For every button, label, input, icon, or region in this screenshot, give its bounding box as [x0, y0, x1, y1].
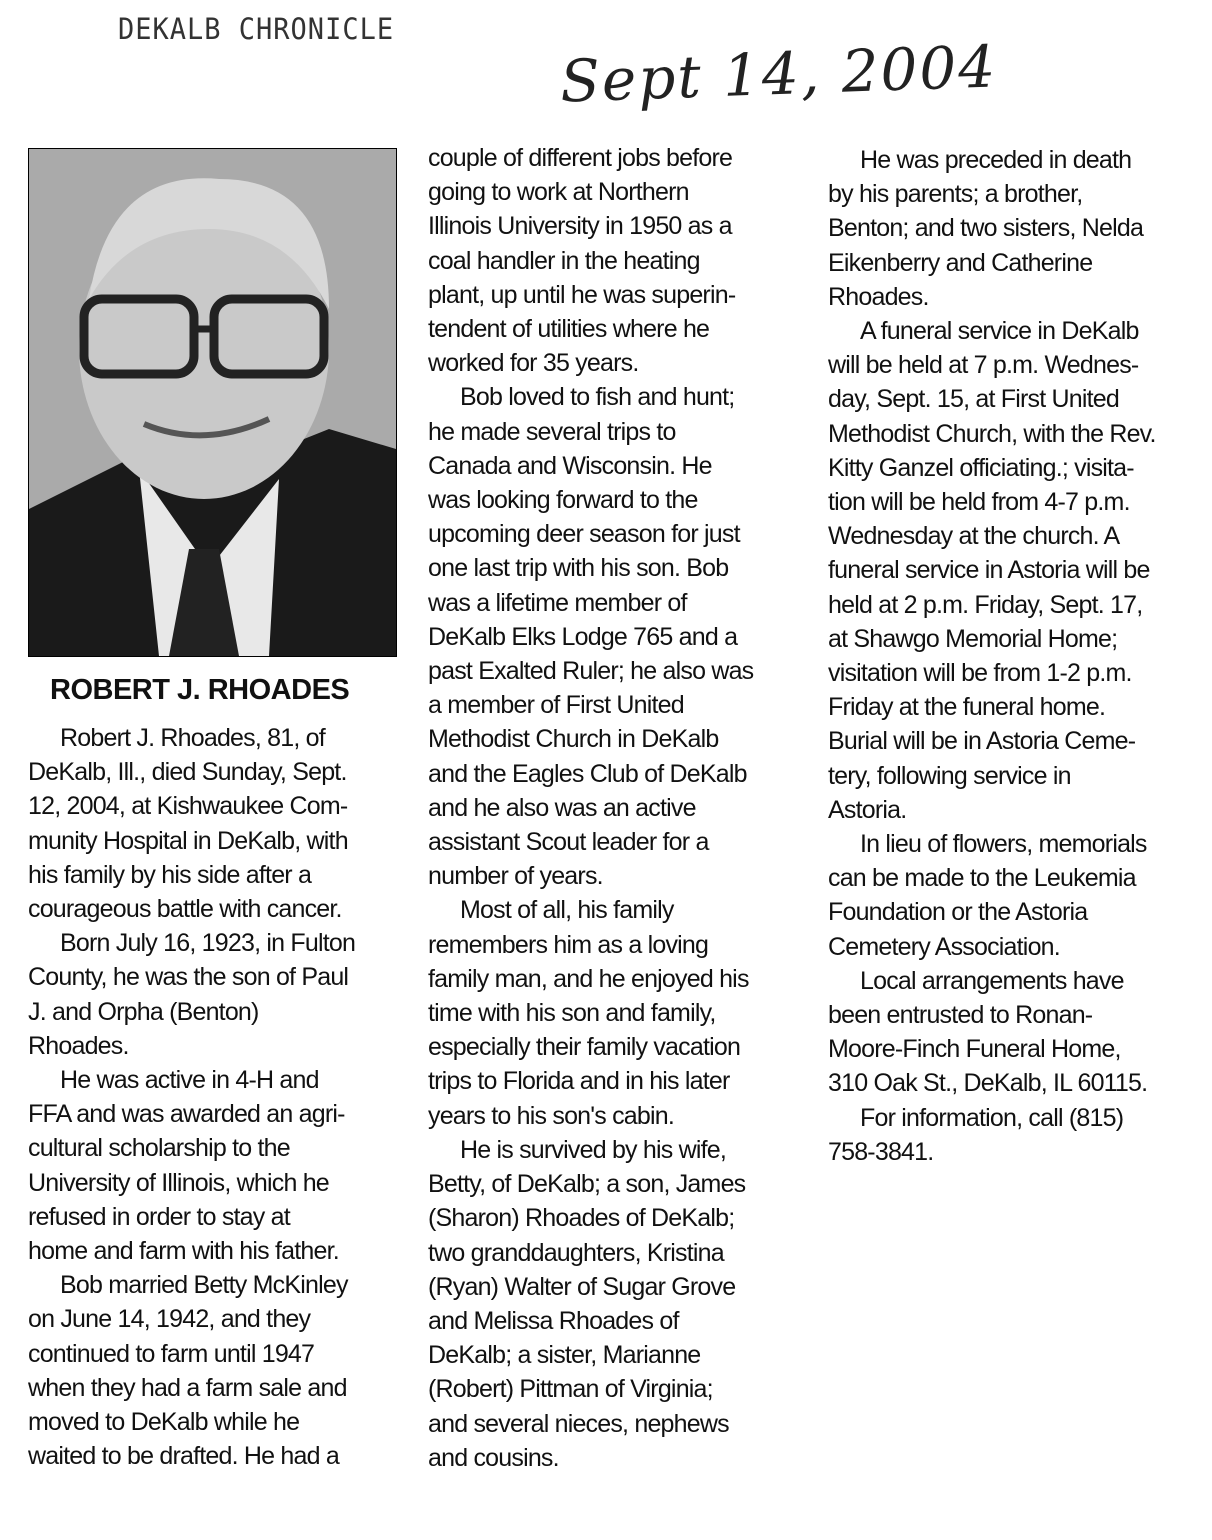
paragraph: [828, 1101, 1156, 1169]
text-line: A funeral service in DeKalb: [860, 317, 1139, 346]
paragraph: [28, 721, 355, 926]
text-line: FFA and was awarded an agri-: [28, 1100, 345, 1129]
text-line: was a lifetime member of: [428, 588, 687, 617]
text-line: and he also was an active: [428, 793, 696, 822]
paragraph: [828, 314, 1156, 827]
portrait-photo: [28, 148, 397, 657]
text-line: Benton; and two sisters, Nelda: [828, 214, 1144, 243]
text-line: one last trip with his son. Bob: [428, 554, 729, 583]
text-line: Rhoades.: [28, 1031, 129, 1060]
text-line: J. and Orpha (Benton): [28, 997, 259, 1026]
text-line: Wednesday at the church. A: [828, 522, 1120, 551]
text-line: couple of different jobs before: [428, 144, 733, 172]
text-line: Methodist Church in DeKalb: [428, 725, 719, 754]
text-line: been entrusted to Ronan-: [828, 1001, 1093, 1030]
text-line: at Shawgo Memorial Home;: [828, 624, 1118, 653]
text-line: years to his son's cabin.: [428, 1101, 675, 1130]
text-line: worked for 35 years.: [428, 349, 639, 378]
text-line: County, he was the son of Paul: [28, 963, 349, 992]
text-line: when they had a farm sale and: [28, 1373, 347, 1402]
text-line: will be held at 7 p.m. Wednes-: [828, 351, 1139, 380]
text-line: by his parents; a brother,: [828, 180, 1083, 209]
text-line: upcoming deer season for just: [428, 520, 740, 549]
column-2: [428, 141, 753, 1475]
paragraph: [428, 380, 753, 893]
text-line: (Sharon) Rhoades of DeKalb;: [428, 1204, 735, 1233]
text-line: home and farm with his father.: [28, 1237, 339, 1266]
paragraph: [828, 964, 1156, 1101]
text-line: and the Eagles Club of DeKalb: [428, 759, 747, 788]
text-line: day, Sept. 15, at First United: [828, 385, 1119, 414]
text-line: Friday at the funeral home.: [828, 693, 1106, 722]
newspaper-masthead: DEKALB CHRONICLE: [118, 12, 395, 47]
text-line: especially their family vacation: [428, 1033, 741, 1062]
text-line: He was preceded in death: [860, 146, 1132, 174]
text-line: munity Hospital in DeKalb, with: [28, 826, 348, 855]
text-line: moved to DeKalb while he: [28, 1408, 300, 1437]
text-line: funeral service in Astoria will be: [828, 556, 1150, 585]
text-line: courageous battle with cancer.: [28, 895, 342, 924]
text-line: In lieu of flowers, memorials: [860, 830, 1147, 859]
text-line: Canada and Wisconsin. He: [428, 451, 712, 480]
text-line: visitation will be from 1-2 p.m.: [828, 659, 1132, 688]
handwritten-date: Sept 14, 2004: [558, 32, 999, 116]
text-line: Moore-Finch Funeral Home,: [828, 1035, 1121, 1064]
text-line: Betty, of DeKalb; a son, James: [428, 1170, 746, 1199]
paragraph: [428, 893, 753, 1132]
text-line: and cousins.: [428, 1443, 559, 1472]
text-line: held at 2 p.m. Friday, Sept. 17,: [828, 590, 1143, 619]
text-line: tery, following service in: [828, 761, 1071, 790]
text-line: was looking forward to the: [428, 486, 698, 515]
text-line: he made several trips to: [428, 417, 676, 446]
column-1: [28, 721, 355, 1473]
text-line: a member of First United: [428, 691, 684, 720]
text-line: Eikenberry and Catherine: [828, 248, 1093, 277]
text-line: tion will be held from 4-7 p.m.: [828, 488, 1130, 517]
text-line: 758-3841.: [828, 1137, 934, 1166]
text-line: assistant Scout leader for a: [428, 828, 709, 857]
text-line: and several nieces, nephews: [428, 1409, 729, 1438]
text-line: family man, and he enjoyed his: [428, 964, 749, 993]
text-line: Local arrangements have: [860, 966, 1124, 995]
paragraph: [28, 1063, 355, 1268]
text-line: DeKalb Elks Lodge 765 and a: [428, 622, 738, 651]
text-line: going to work at Northern: [428, 178, 689, 207]
text-line: refused in order to stay at: [28, 1202, 290, 1231]
paragraph: [428, 1133, 753, 1475]
text-line: 310 Oak St., DeKalb, IL 60115.: [828, 1069, 1148, 1098]
paragraph: [28, 926, 355, 1063]
paragraph: [428, 141, 753, 380]
text-line: Burial will be in Astoria Ceme-: [828, 727, 1136, 756]
text-line: Bob married Betty McKinley: [60, 1271, 348, 1300]
text-line: Illinois University in 1950 as a: [428, 212, 732, 241]
obituary-name: ROBERT J. RHOADES: [50, 674, 350, 706]
column-3: [828, 143, 1156, 1169]
text-line: coal handler in the heating: [428, 246, 700, 275]
text-line: University of Illinois, which he: [28, 1168, 329, 1197]
text-line: Most of all, his family: [460, 896, 674, 925]
text-line: Rhoades.: [828, 282, 929, 311]
text-line: DeKalb; a sister, Marianne: [428, 1341, 701, 1370]
paragraph: [28, 1268, 355, 1473]
text-line: number of years.: [428, 862, 603, 891]
paragraph: [828, 143, 1156, 314]
text-line: Born July 16, 1923, in Fulton: [60, 929, 356, 958]
text-line: can be made to the Leukemia: [828, 864, 1136, 893]
text-line: cultural scholarship to the: [28, 1134, 290, 1163]
text-line: his family by his side after a: [28, 860, 312, 889]
text-line: plant, up until he was superin-: [428, 280, 736, 309]
text-line: Kitty Ganzel officiating.; visita-: [828, 453, 1134, 482]
text-line: and Melissa Rhoades of: [428, 1306, 679, 1335]
text-line: waited to be drafted. He had a: [28, 1442, 339, 1471]
text-line: 12, 2004, at Kishwaukee Com-: [28, 792, 348, 821]
text-line: Bob loved to fish and hunt;: [460, 383, 735, 412]
text-line: DeKalb, Ill., died Sunday, Sept.: [28, 758, 347, 787]
text-line: He is survived by his wife,: [460, 1135, 726, 1164]
text-line: tendent of utilities where he: [428, 315, 710, 344]
text-line: remembers him as a loving: [428, 930, 709, 959]
text-line: Robert J. Rhoades, 81, of: [60, 724, 325, 752]
text-line: trips to Florida and in his later: [428, 1067, 730, 1096]
text-line: He was active in 4-H and: [60, 1066, 319, 1095]
text-line: Methodist Church, with the Rev.: [828, 419, 1156, 448]
text-line: For information, call (815): [860, 1103, 1124, 1132]
text-line: (Ryan) Walter of Sugar Grove: [428, 1272, 736, 1301]
text-line: past Exalted Ruler; he also was: [428, 657, 754, 686]
text-line: two granddaughters, Kristina: [428, 1238, 724, 1267]
text-line: on June 14, 1942, and they: [28, 1305, 311, 1334]
text-line: Foundation or the Astoria: [828, 898, 1088, 927]
text-line: continued to farm until 1947: [28, 1339, 315, 1368]
paragraph: [828, 827, 1156, 964]
text-line: time with his son and family,: [428, 999, 716, 1028]
text-line: Cemetery Association.: [828, 932, 1060, 961]
text-line: Astoria.: [828, 795, 907, 824]
text-line: (Robert) Pittman of Virginia;: [428, 1375, 713, 1404]
